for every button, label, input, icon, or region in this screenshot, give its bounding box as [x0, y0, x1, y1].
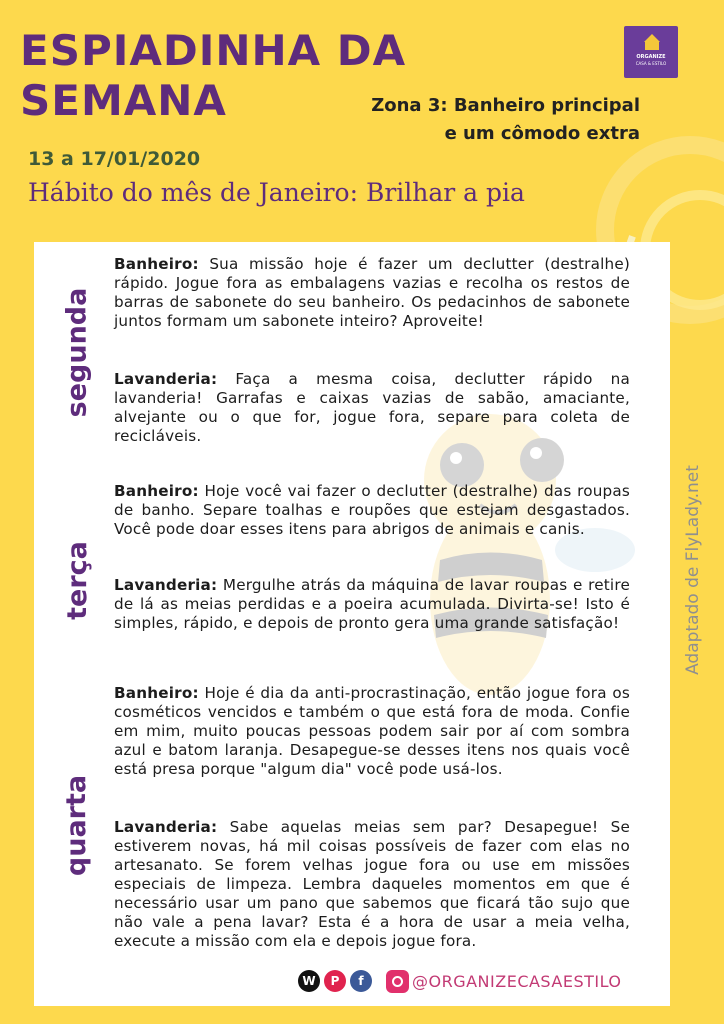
wordpress-icon[interactable]: W: [298, 970, 320, 992]
week-dates: 13 a 17/01/2020: [28, 148, 201, 170]
zone-subtitle: [340, 92, 640, 148]
title-line-1: ESPIADINHA DA: [20, 26, 407, 75]
brand-logo: ORGANIZE CASA & ESTILO: [624, 26, 678, 78]
flylady-credit: Adaptado de FlyLady.net: [683, 465, 703, 675]
monday-laundry-task: Lavanderia: Faça a mesma coisa, declutter rápido na lavanderia! Garrafas e caixas vazias de sabão, amaciante, alvejante ou o que for, jogue fora, separe para coleta de recicláveis.: [114, 370, 630, 445]
monday-bathroom-task: Banheiro: Sua missão hoje é fazer um declutter (destralhe) rápido. Jogue fora as embalagens vazias e recolha os restos de barras de sabonete do seu banheiro. Os pedacinhos de sabonete juntos formam um sabonete inteiro? Aproveite!: [114, 255, 630, 330]
wednesday-laundry-task: Lavanderia: Sabe aquelas meias sem par? Desapegue! Se estiverem novas, há mil coisas possíveis de fazer com elas no artesanato. Se forem velhas jogue fora ou use em missões especiais de limpeza. Lembra daqueles momentos em que é necessário usar um pano que sabemos que ficará tão sujo que não vale a pena lavar? Esta é a hora de usar a meia velha, execute a missão com ela e depois jogue fora.: [114, 818, 630, 950]
monthly-habit: Hábito do mês de Janeiro: Brilhar a pia: [28, 178, 525, 207]
day-label-monday: segunda: [61, 287, 93, 417]
instagram-icon[interactable]: [386, 970, 409, 993]
day-label-tuesday: terça: [61, 540, 93, 620]
bee-illustration: [420, 410, 640, 710]
day-label-wednesday: quarta: [61, 774, 93, 876]
zone-line-1: Zona 3: Banheiro principal: [371, 95, 640, 116]
social-links: [298, 970, 372, 992]
facebook-icon[interactable]: f: [350, 970, 372, 992]
tuesday-bathroom-task: Banheiro: Hoje você vai fazer o declutter (destralhe) das roupas de banho. Separe toalhas e roupões que estejam desgastados. Você pode doar esses itens para abrigos de animais e canis.: [114, 482, 630, 538]
wednesday-bathroom-task: Banheiro: Hoje é dia da anti-procrastinação, então jogue fora os cosméticos vencidos e também o que está fora de moda. Confie em mim, muito poucas pessoas podem sair por aí com sombra azul e batom laranja. Desapegue-se desses itens nos quais você está presa porque "algum dia" você pode usá-los.: [114, 684, 630, 778]
instagram-handle[interactable]: @ORGANIZECASAESTILO: [412, 972, 622, 991]
title-line-2: SEMANA: [20, 76, 227, 125]
pinterest-icon[interactable]: P: [324, 970, 346, 992]
zone-line-2: e um cômodo extra: [444, 123, 640, 144]
tuesday-laundry-task: Lavanderia: Mergulhe atrás da máquina de lavar roupas e retire de lá as meias perdidas e a poeira acumulada. Divirta-se! Isto é simples, rápido, e depois de pronto gera uma grande satisfação!: [114, 576, 630, 632]
house-icon: [644, 34, 660, 42]
